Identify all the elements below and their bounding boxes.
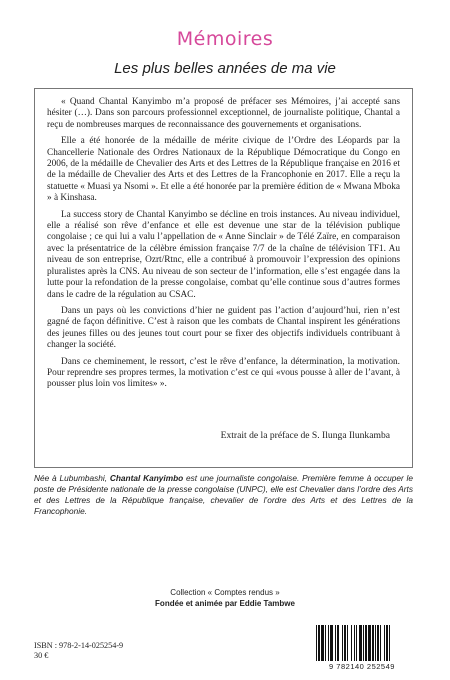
barcode-bar (377, 625, 379, 661)
preface-quote (47, 97, 400, 391)
barcode-bar (316, 625, 317, 661)
collection-info (0, 587, 450, 609)
barcode-bar (321, 625, 324, 661)
barcode (312, 625, 412, 673)
book-title: Mémoires (176, 28, 274, 50)
barcode-bar (354, 625, 355, 661)
bio-text-start: Née à Lubumbashi, (34, 473, 110, 483)
book-subtitle: Les plus belles années de ma vie (114, 60, 336, 77)
author-bio (34, 473, 413, 517)
collection-founder: Fondée et animée par Eddie Tambwe (155, 599, 295, 608)
barcode-bar (363, 625, 364, 661)
bio-text-end: est une journaliste congolaise. Première femme à occuper le poste de Présidente nationale de la presse congolaise (UNPC), elle est Chevalier dans l’ordre des Arts et des Lettres de la République française, chevalier de l’ordre des Arts et des Lettres de la Francophonie. (34, 473, 413, 516)
barcode-bar (344, 625, 346, 661)
quote-paragraph: Elle a été honorée de la médaille de mérite civique de l’Ordre des Léopards par la Chancellerie Nationale des Ordres Nationaux de la République Démocratique du Congo en 2006, de la médaille de Chevalier des Arts et des Lettres de la République française en 2016 et de la médaille de Chevalier des Arts et des Lettres de la Francophonie en 2017. Elle a reçu la statuette « Muasi ya Nsomi ». Et elle a été honorée par la première édition de « Mwana Mboka » à Kinshasa. (47, 136, 400, 204)
collection-name: Collection « Comptes rendus » (170, 588, 280, 597)
barcode-bar (386, 625, 388, 661)
barcode-bars (312, 625, 412, 661)
isbn: ISBN : 978-2-14-025254-9 (34, 641, 124, 650)
barcode-bar (347, 625, 348, 661)
preface-attribution: Extrait de la préface de S. Ilunga Ilunkamba (220, 430, 390, 441)
quote-paragraph: La success story de Chantal Kanyimbo se décline en trois instances. Au niveau individuel, elle a réalisé son rêve d’enfance et elle est devenue une star de la télévision publique congolaise ; ce qui lui a valu l’appellation de « Anne Sinclair » de Télé Zaïre, en comparaison avec la présentatrice de la célèbre émission française 7/7 de la chaîne de télévision TF1. Au niveau de son entreprise, Ozrt/Rtnc, elle a contribué à promouvoir l’expression des opinions pluralistes après la CNS. Au niveau de son secteur de l’information, elle s’est engagée dans la lutte pour la refondation de la presse congolaise, combat qu’elle continue sous d’autres formes dans le cadre de la régulation au CSAC. (47, 209, 400, 300)
author-name: Chantal Kanyimbo (109, 473, 184, 483)
barcode-bar (365, 625, 367, 661)
preface-quote-box (34, 88, 413, 468)
quote-paragraph: Dans ce cheminement, le ressort, c’est le rêve d’enfance, la détermination, la motivation. Pour reprendre ses propres termes, la motivation c’est ce qui «vous pousse à aller de l’avant, à pousser plus loin vos limites» ». (47, 356, 400, 390)
barcode-bar (380, 625, 381, 661)
barcode-bar (335, 625, 336, 661)
barcode-bar (372, 625, 374, 661)
price: 30 € (34, 651, 49, 660)
barcode-bar (359, 625, 362, 661)
barcode-bar (328, 625, 329, 661)
barcode-bar (375, 625, 376, 661)
isbn-block (34, 641, 123, 661)
barcode-bar (356, 625, 357, 661)
barcode-bar (389, 625, 390, 661)
barcode-number: 9 782140 252549 (329, 662, 395, 671)
barcode-bar (351, 625, 352, 661)
barcode-bar (342, 625, 343, 661)
barcode-bar (330, 625, 333, 661)
quote-paragraph: « Quand Chantal Kanyimbo m’a proposé de préfacer ses Mémoires, j’ai accepté sans hésiter (…). Dans son parcours professionnel exceptionnel, de journaliste politique, Chantal a reçu de nombreuses marques de reconnaissance des gouvernements et organisations. (47, 97, 400, 130)
barcode-bar (325, 625, 326, 661)
barcode-bar (368, 625, 371, 661)
quote-paragraph: Dans un pays où les convictions d’hier ne guident pas l’action d’aujourd’hui, rien n’est gagné de façon définitive. C’est à raison que les combats de Chantal inspirent les générations des jeunes filles ou des jeunes tout court pour se fixer des objectifs individuels contribuant à changer la société. (47, 305, 400, 351)
barcode-bar (384, 625, 385, 661)
barcode-bar (318, 625, 320, 661)
barcode-bar (337, 625, 339, 661)
